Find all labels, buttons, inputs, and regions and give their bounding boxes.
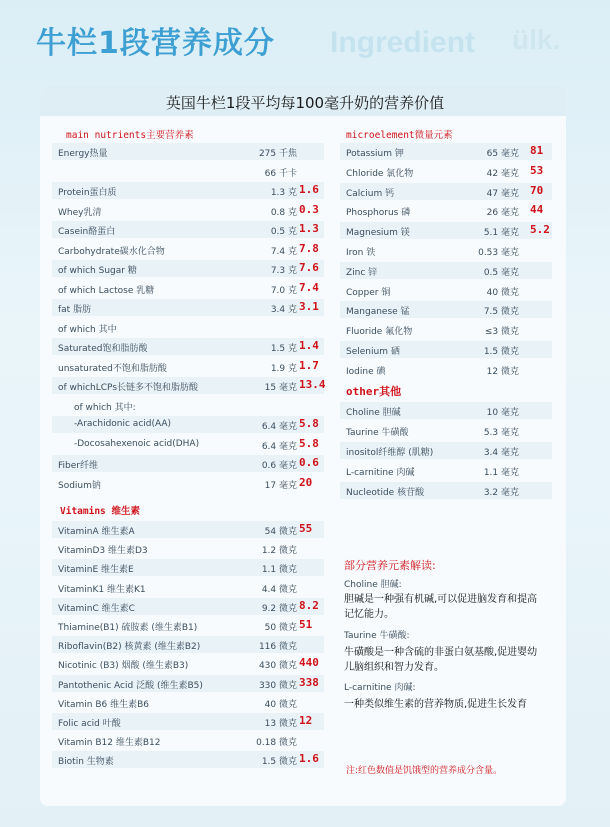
main-row-hungry-value: 20 [299,475,313,489]
vitamin-row-name: Vitamin B6 维生素B6 [58,699,149,710]
main-row-hungry-value: 1.3 [299,222,319,235]
micro-row-name: Zinc 锌 [346,267,378,278]
micro-row-name: Phosphorus 磷 [346,208,411,219]
note-text-taurine: 牛磺酸是一种含硫的非蛋白氨基酸,促进婴幼儿脑组织和智力发育。 [344,647,538,673]
vitamin-row-name: Biotin 生物素 [58,757,114,768]
other-row-value: 1.1 毫克 [483,468,519,478]
main-row-value: 3.4 克 [270,305,297,315]
main-row-value: 6.4 毫克 [261,422,297,432]
note-term-taurine: Taurine 牛磺酸: [344,631,410,641]
vitamin-row-value: 116 微克 [258,642,297,653]
vitamin-row-value: 1.5 微克 [261,757,297,768]
vitamin-row-hungry-value: 440 [299,656,319,670]
other-row-name: L-carnitine 肉碱 [346,468,415,478]
micro-row-value: 26 毫克 [486,208,519,219]
vitamin-row-name: Vitamin B12 维生素B12 [58,738,161,749]
micro-row-value: ≤3 微克 [484,327,519,338]
vitamin-row-value: 54 微克 [264,527,297,537]
main-row-value: 17 毫克 [264,480,297,491]
micro-row-value: 40 微克 [486,287,519,298]
vitamin-row-name: VitaminE 维生素E [58,565,134,576]
page-title: 牛栏1段营养成分 [36,26,275,61]
main-row-hungry-value: 13.4 [299,378,326,391]
micro-row-value: 12 微克 [486,366,519,377]
vitamin-row-name: VitaminA 维生素A [58,527,135,537]
micro-row-value: 0.5 毫克 [483,267,519,278]
main-row-hungry-value: 1.6 [299,183,319,196]
vitamin-row-value: 4.4 微克 [261,584,297,595]
main-row-name: -Arachidonic acid(AA) [74,419,172,429]
main-row-hungry-value: 0.6 [299,456,319,469]
main-row-name: Saturated饱和脂肪酸 [58,344,148,354]
micro-row-name: Chloride 氯化物 [346,168,414,179]
main-row-hungry-value: 5.8 [299,436,319,450]
main-row-value: 7.3 克 [270,266,297,276]
main-row-value: 1.9 克 [270,363,297,374]
microelement-heading: microelement微量元素 [346,130,453,141]
micro-row-name: Fluoride 氟化物 [346,327,413,338]
other-row-value: 10 毫克 [486,408,519,418]
micro-row-name: Copper 铜 [346,287,391,298]
vitamin-row-hungry-value: 1.6 [299,752,319,766]
vitamin-row-name: Nicotinic (B3) 烟酸 (维生素B3) [58,661,189,672]
main-row-hungry-value: 0.3 [299,202,319,216]
micro-row-value: 0.53 毫克 [478,248,519,258]
micro-row-value: 47 毫克 [486,188,519,199]
note-text-carnitine: 一种类似维生素的营养物质,促进生长发育 [344,699,528,710]
vitamin-row-hungry-value: 8.2 [299,598,319,612]
main-row-value: 7.0 克 [270,285,297,296]
vitamin-row-name: Pantothenic Acid 泛酸 (维生素B5) [58,680,203,691]
micro-row-hungry-value: 70 [530,183,544,197]
vitamin-row-value: 40 微克 [264,699,297,710]
vitamin-row-value: 430 微克 [258,661,297,672]
other-row-name: inositol纤维醇 (肌糖) [346,448,434,458]
micro-row-name: Iodine 碘 [346,366,386,377]
micro-row-value: 1.5 微克 [483,347,519,357]
main-row-value: 1.5 克 [270,344,297,354]
main-row-name: -Docosahexenoic acid(DHA) [74,438,200,449]
vitamin-row-value: 13 微克 [264,719,297,729]
main-row-name: Casein酪蛋白 [58,227,116,237]
main-row-value: 1.3 克 [270,188,297,198]
other-row-value: 5.3 毫克 [483,428,519,438]
main-row-value: 15 毫克 [264,383,297,393]
main-row-name: of which Lactose 乳糖 [58,285,155,296]
vitamin-row-value: 0.18 微克 [256,738,297,749]
vitamin-row-hungry-value: 55 [299,522,313,535]
vitamin-row-value: 1.1 微克 [261,565,297,576]
vitamin-row-name: Thiamine(B1) 硫胺素 (维生素B1) [58,623,198,633]
main-row-name: Protein蛋白质 [58,188,117,198]
micro-row-hungry-value: 44 [530,203,544,217]
micro-row-value: 7.5 微克 [483,307,519,318]
micro-row-value: 5.1 毫克 [483,228,519,239]
note-text-choline: 胆碱是一种强有机碱,可以促进脑发育和提高记忆能力。 [344,594,538,620]
micro-row-hungry-value: 81 [530,144,544,157]
other-row-value: 3.4 毫克 [483,448,519,458]
main-row-name: Whey乳清 [58,207,102,218]
vitamin-row-name: Folic acid 叶酸 [58,719,121,729]
notes-heading: 部分营养元素解读: [344,559,436,572]
vitamin-row-name: VitaminK1 维生素K1 [58,584,146,595]
vitamin-row-value: 9.2 微克 [261,603,297,614]
other-heading: other其他 [346,385,402,398]
main-row-name: of which 其中 [58,324,117,335]
micro-row-name: Magnesium 镁 [346,228,410,239]
micro-row-name: Iron 铁 [346,248,376,258]
micro-row-value: 65 毫克 [486,149,519,159]
main-row-hungry-value: 1.4 [299,339,319,352]
micro-row-name: Manganese 锰 [346,307,410,318]
main-row-name: Energy热量 [58,149,108,159]
other-row-value: 3.2 毫克 [483,488,519,498]
main-row-name: of which Sugar 糖 [58,266,137,276]
micro-row-value: 42 毫克 [486,168,519,179]
micro-row-name: Calcium 钙 [346,188,395,199]
other-row-name: Taurine 牛磺酸 [346,428,409,438]
main-row-value: 275 千焦 [258,149,297,159]
vitamin-row-name: Riboflavin(B2) 核黄素 (维生素B2) [58,642,201,653]
main-row-value: 0.5 克 [270,227,297,237]
footnote: 注:红色数值是饥饿型的营养成分含量。 [346,766,503,776]
vitamin-row-hungry-value: 12 [299,714,313,727]
main-row-value: 0.8 克 [270,207,297,218]
micro-row-name: Selenium 硒 [346,347,400,357]
micro-row-name: Potassium 钾 [346,149,404,159]
micro-row-hungry-value: 53 [530,163,544,177]
main-row-hungry-value: 7.8 [299,241,319,255]
other-row-name: Nucleotide 核苷酸 [346,488,425,498]
header-watermark-2: ülk. [512,24,561,55]
main-row-hungry-value: 7.6 [299,261,319,274]
main-row-value: 66 千卡 [264,168,297,179]
main-row-value: 0.6 毫克 [261,461,297,471]
header-watermark: Ingredient [330,26,476,59]
main-row-name: unsaturated不饱和脂肪酸 [58,363,167,374]
main-row-name: fat 脂肪 [58,305,92,315]
note-term-carnitine: L-carnitine 肉碱: [344,683,416,693]
main-row-name: of whichLCPs长链多不饱和脂肪酸 [58,383,199,393]
vitamin-row-value: 1.2 微克 [261,546,297,557]
main-nutrients-heading: main nutrients主要营养素 [66,130,194,141]
vitamin-row-value: 330 微克 [258,680,297,691]
main-row-hungry-value: 7.4 [299,280,319,294]
vitamin-row-hungry-value: 51 [299,618,313,631]
main-row-hungry-value: 1.7 [299,358,319,372]
micro-row-hungry-value: 5.2 [530,223,550,237]
main-row-name: Fiber纤维 [58,461,98,471]
main-row-hungry-value: 3.1 [299,300,319,313]
vitamin-row-value: 50 微克 [264,623,297,633]
main-row-hungry-value: 5.8 [299,417,319,430]
panel-title: 英国牛栏1段平均每100毫升奶的营养价值 [165,94,445,112]
vitamin-row-name: VitaminC 维生素C [58,603,135,614]
note-term-choline: Choline 胆碱: [344,580,402,590]
main-row-value: 6.4 毫克 [261,441,297,452]
vitamins-heading: Vitamins 维生素 [60,506,140,517]
main-row-value: 7.4 克 [270,246,297,257]
vitamin-row-hungry-value: 338 [299,675,319,689]
other-row-name: Choline 胆碱 [346,408,401,418]
main-row-name: Sodium钠 [58,480,101,491]
vitamin-row-name: VitaminD3 维生素D3 [58,546,148,557]
main-row-name: Carbohydrate碳水化合物 [58,246,165,257]
main-row-name: of which 其中: [74,402,136,413]
